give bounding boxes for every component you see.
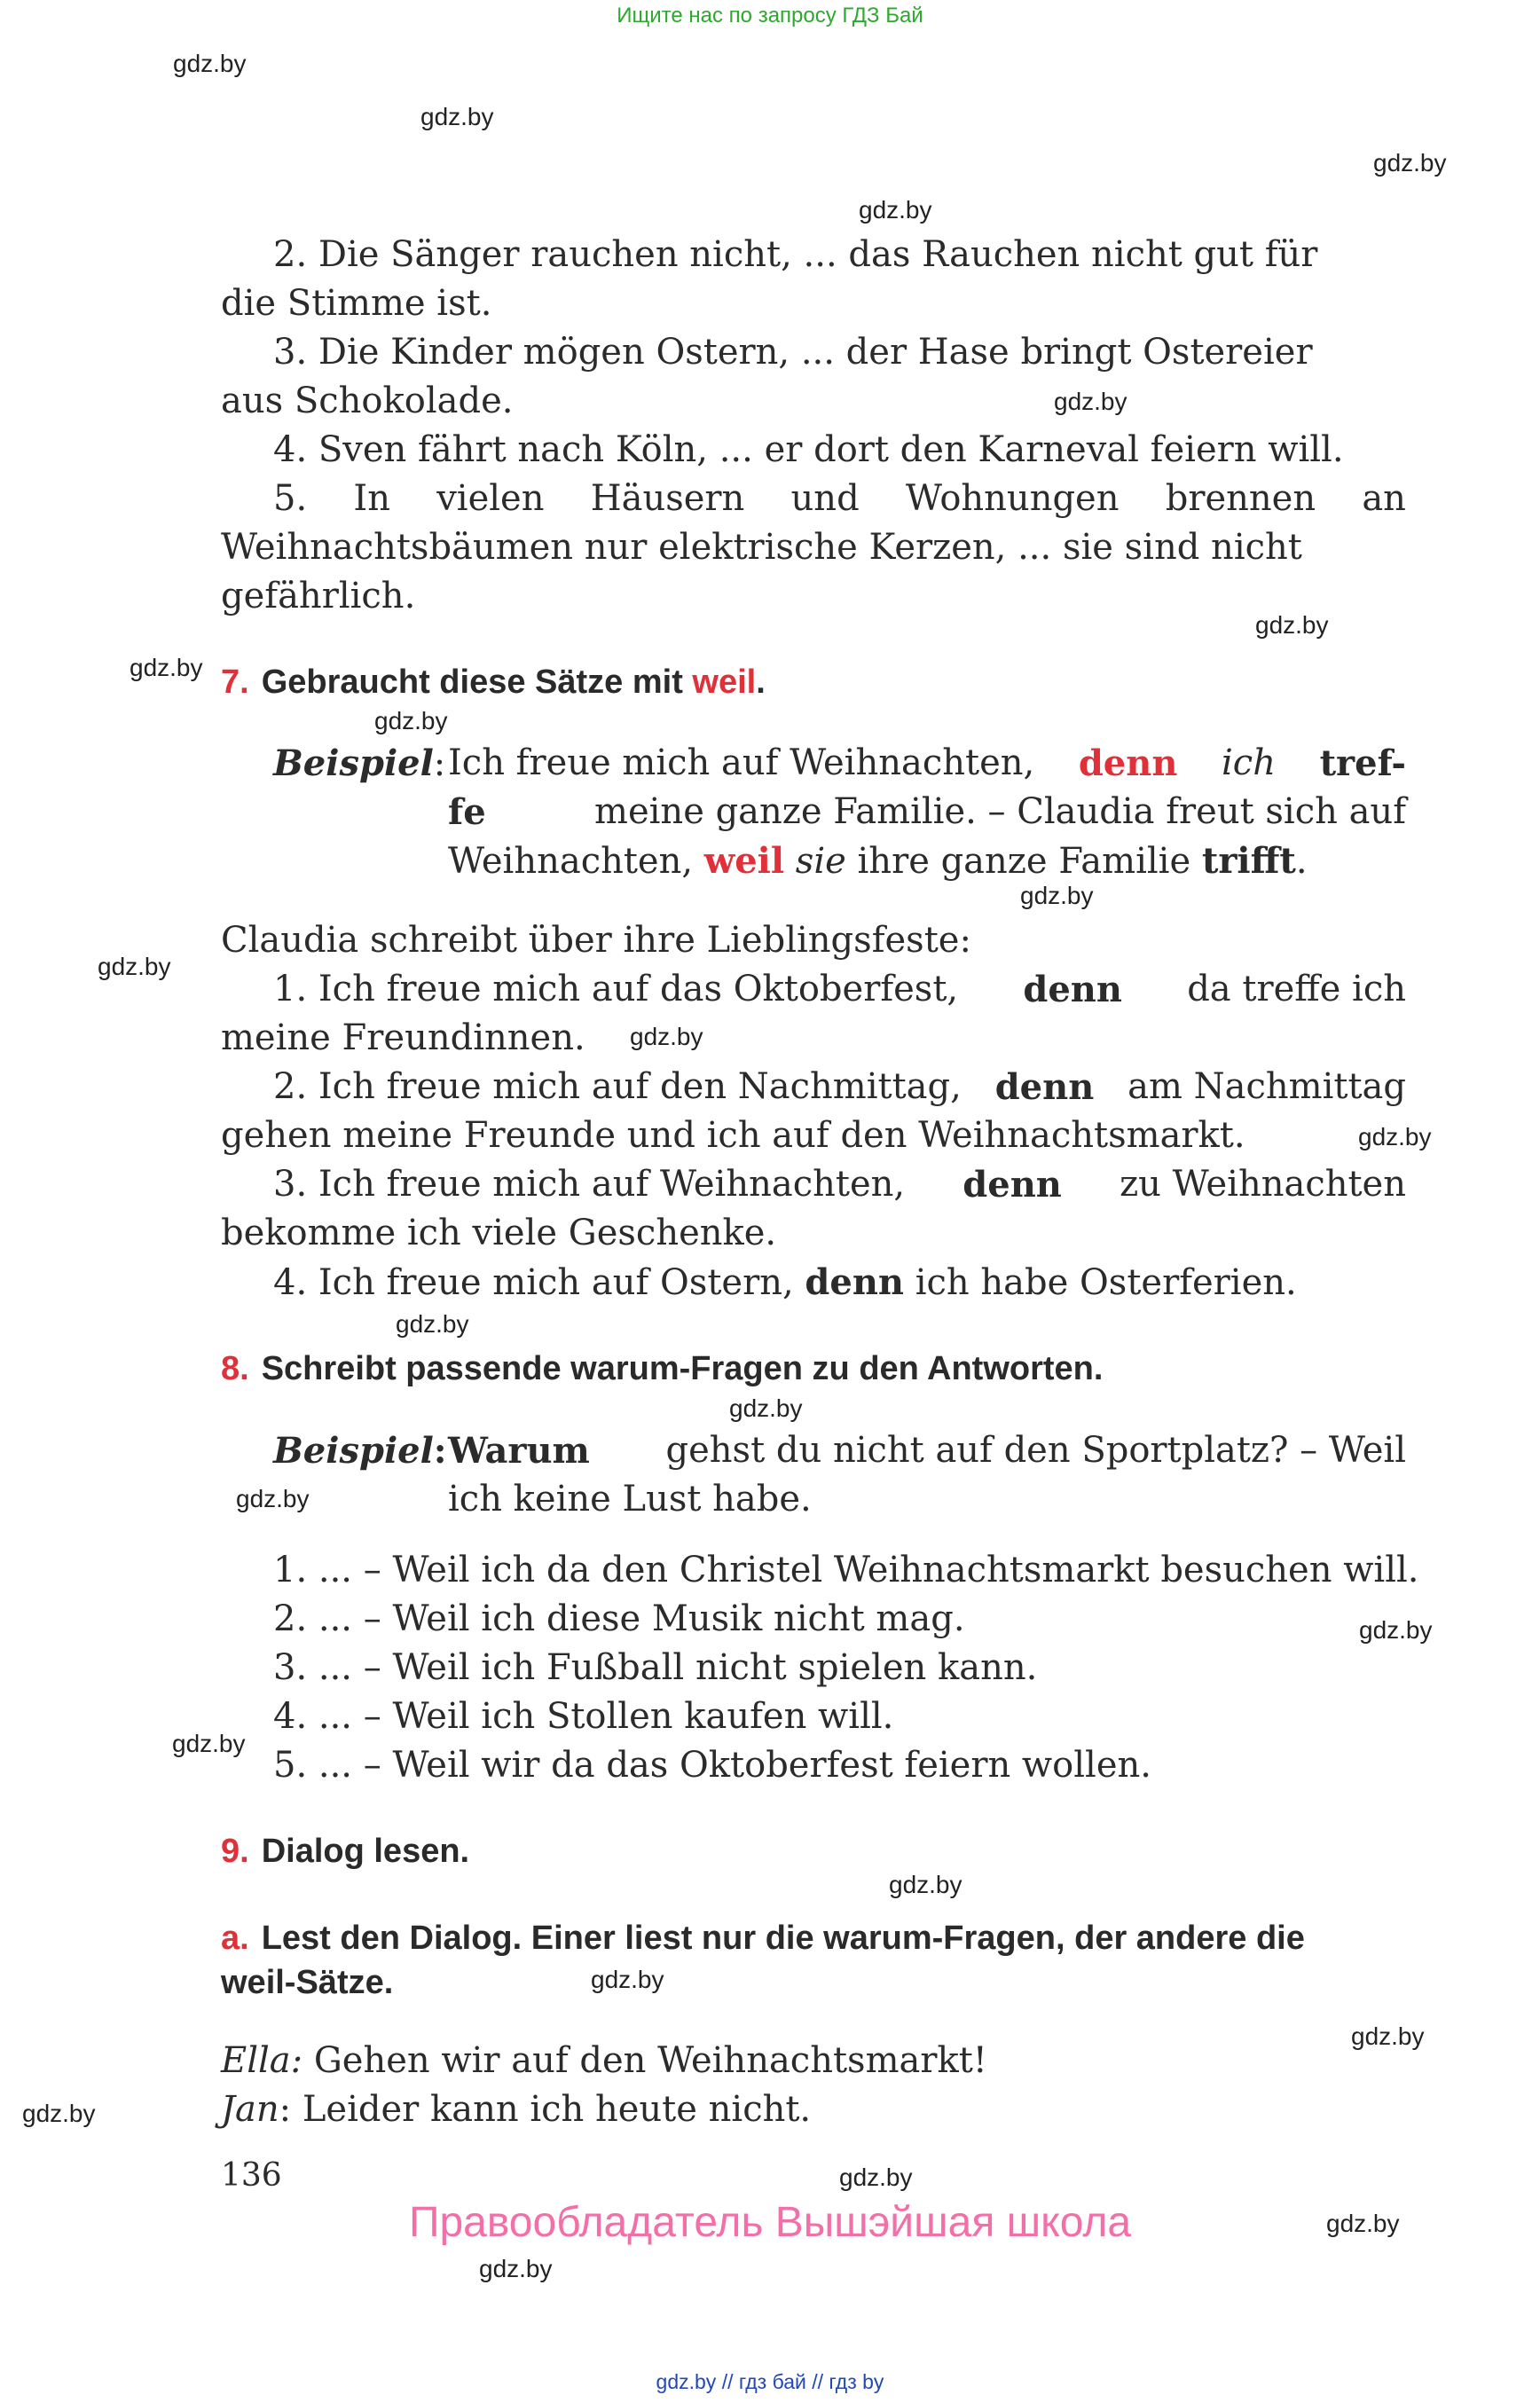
watermark: gdz.by: [1326, 2210, 1400, 2237]
example-label-text: Beispiel: [273, 1430, 434, 1472]
watermark: gdz.by: [1373, 149, 1447, 177]
task-keyword: weil: [692, 664, 757, 701]
task-number: a.: [221, 1920, 249, 1957]
item-text: da treffe ich: [1187, 969, 1406, 1009]
example-text: ihre ganze Familie: [857, 841, 1191, 882]
task-7-item-2-line-2: gehen meine Freunde und ich auf den Weihnachtsmarkt.: [221, 1115, 1245, 1156]
item-conjunction: denn: [994, 1066, 1095, 1108]
dialog-text: : Leider kann ich heute nicht.: [279, 2089, 812, 2130]
watermark: gdz.by: [22, 2100, 96, 2127]
watermark: gdz.by: [839, 2163, 913, 2191]
exercise-6-item-2-line-1: 2. Die Sänger rauchen nicht, ... das Rauchen nicht gut für: [273, 234, 1318, 275]
example-verb: trifft: [1201, 840, 1296, 882]
watermark: gdz.by: [1054, 388, 1128, 415]
watermark: gdz.by: [172, 1730, 246, 1757]
example-label-text: Beispiel: [273, 742, 434, 784]
example-text: meine ganze Familie. – Claudia freut sich auf: [594, 791, 1406, 832]
watermark: gdz.by: [479, 2255, 553, 2282]
example-conjunction: denn: [1078, 742, 1178, 784]
task-7-item-2-line-1: [273, 1063, 1406, 1111]
watermark: gdz.by: [1351, 2022, 1425, 2050]
example-verb: fe: [448, 791, 486, 833]
watermark: gdz.by: [396, 1310, 469, 1338]
exercise-6-item-4: 4. Sven fährt nach Köln, ... er dort den Karneval feiern will.: [273, 429, 1344, 470]
dialog-text: Gehen wir auf den Weihnachtsmarkt!: [302, 2040, 987, 2081]
task-7-item-1-line-1: [273, 965, 1406, 1014]
task-title-suffix: .: [756, 664, 766, 701]
dialog-speaker: Jan: [221, 2089, 279, 2130]
task-7-item-3-line-2: bekomme ich viele Geschenke.: [221, 1213, 777, 1253]
task-number: 8.: [221, 1350, 249, 1387]
watermark: gdz.by: [889, 1871, 962, 1898]
example-text: gehst du nicht auf den Sportplatz? – Weil: [665, 1430, 1406, 1471]
task-9a-heading-line-1: [221, 1920, 1305, 1958]
task-8-heading: [221, 1350, 1103, 1388]
task-7-heading: [221, 664, 766, 702]
exercise-6-item-2-line-2: die Stimme ist.: [221, 283, 492, 324]
example-colon: :: [433, 1430, 447, 1472]
watermark: gdz.by: [236, 1485, 310, 1512]
watermark: gdz.by: [1359, 1616, 1433, 1644]
example-label: [273, 1426, 447, 1476]
watermark: gdz.by: [173, 50, 247, 77]
item-text: zu Weihnachten: [1120, 1164, 1406, 1205]
example-pronoun: sie: [795, 841, 846, 882]
page-number: 136: [221, 2157, 282, 2194]
example-colon: :: [433, 743, 446, 784]
task-number: 9.: [221, 1833, 249, 1870]
watermark: gdz.by: [859, 196, 932, 224]
word: an: [1362, 478, 1406, 519]
watermark: gdz.by: [420, 103, 494, 130]
task-9a-heading-line-2: weil-Sätze.: [221, 1964, 394, 2001]
watermark: gdz.by: [630, 1023, 703, 1050]
item-text: 3. Ich freue mich auf Weihnachten,: [273, 1164, 906, 1205]
task-7-item-4: [273, 1258, 1297, 1308]
word: und: [790, 478, 860, 519]
example-pronoun: ich: [1222, 742, 1276, 783]
task-title: Dialog lesen.: [261, 1833, 470, 1870]
example-text: Ich freue mich auf Weihnachten,: [448, 742, 1035, 783]
dialog-speaker: Ella:: [221, 2040, 303, 2081]
item-text: ich habe Osterferien.: [915, 1262, 1297, 1303]
exercise-6-item-5-line-1: [273, 475, 1406, 523]
watermark: gdz.by: [1020, 882, 1094, 909]
task-9-heading: [221, 1833, 469, 1871]
example-line-3: [448, 836, 1308, 886]
item-text: 4. Ich freue mich auf Ostern,: [273, 1262, 794, 1303]
task-number: 7.: [221, 664, 249, 701]
top-banner[interactable]: Ищите нас по запросу ГДЗ Бай: [617, 4, 923, 27]
example-line-1: [448, 1426, 1406, 1475]
watermark: gdz.by: [591, 1966, 664, 1993]
task-7-intro: Claudia schreibt über ihre Lieblingsfeste:: [221, 920, 971, 961]
watermark: gdz.by: [130, 654, 203, 681]
watermark: gdz.by: [374, 707, 448, 734]
dialog-line: [221, 2037, 987, 2085]
watermark: gdz.by: [1255, 611, 1329, 639]
item-text: am Nachmittag: [1128, 1066, 1406, 1107]
task-title: Schreibt passende warum-Fragen zu den Antworten.: [261, 1350, 1104, 1387]
task-8-item-5: 5. ... – Weil wir da das Oktoberfest feiern wollen.: [273, 1745, 1151, 1786]
example-label: [273, 739, 445, 789]
task-title: Lest den Dialog. Einer liest nur die warum-Fragen, der andere die: [261, 1920, 1305, 1957]
exercise-6-item-5-line-3: gefährlich.: [221, 576, 416, 616]
example-line-2: ich keine Lust habe.: [448, 1479, 812, 1520]
word: 5.: [273, 478, 308, 519]
copyright-owner: Правообладатель Вышэйшая школа: [408, 2199, 1132, 2246]
word: Häusern: [590, 478, 745, 519]
exercise-6-item-5-line-2: Weihnachtsbäumen nur elektrische Kerzen, ... sie sind nicht: [221, 527, 1302, 568]
example-line-1: [448, 739, 1406, 788]
item-text: 2. Ich freue mich auf den Nachmittag,: [273, 1066, 962, 1107]
task-8-item-3: 3. ... – Weil ich Fußball nicht spielen kann.: [273, 1647, 1038, 1688]
exercise-6-item-3-line-1: 3. Die Kinder mögen Ostern, ... der Hase bringt Ostereier: [273, 332, 1313, 373]
word: Wohnungen: [905, 478, 1120, 519]
exercise-6-item-3-line-2: aus Schokolade.: [221, 381, 514, 421]
example-question-word: Warum: [448, 1430, 590, 1472]
example-conjunction: weil: [703, 840, 785, 882]
item-conjunction: denn: [962, 1164, 1062, 1205]
word: brennen: [1165, 478, 1316, 519]
example-line-2: [448, 788, 1406, 836]
word: vielen: [436, 478, 545, 519]
example-text: Weihnachten,: [448, 841, 694, 882]
task-8-item-4: 4. ... – Weil ich Stollen kaufen will.: [273, 1696, 894, 1737]
task-8-item-1: 1. ... – Weil ich da den Christel Weihnachtsmarkt besuchen will.: [273, 1550, 1419, 1590]
watermark: gdz.by: [98, 953, 171, 980]
task-title: Gebraucht diese Sätze mit: [261, 664, 693, 701]
item-text: 1. Ich freue mich auf das Oktoberfest,: [273, 969, 959, 1009]
item-conjunction: denn: [1023, 969, 1122, 1010]
example-verb: tref-: [1319, 742, 1406, 784]
footer-links[interactable]: gdz.by // гдз бай // гдз by: [656, 2370, 884, 2393]
task-7-item-1-line-2: meine Freundinnen.: [221, 1017, 585, 1058]
task-7-item-3-line-1: [273, 1160, 1406, 1209]
watermark: gdz.by: [729, 1394, 803, 1422]
item-conjunction: denn: [805, 1261, 905, 1303]
dialog-line: [221, 2085, 811, 2134]
watermark: gdz.by: [1358, 1123, 1432, 1150]
word: In: [353, 478, 390, 519]
task-8-item-2: 2. ... – Weil ich diese Musik nicht mag.: [273, 1598, 965, 1639]
example-dot: .: [1295, 841, 1308, 882]
